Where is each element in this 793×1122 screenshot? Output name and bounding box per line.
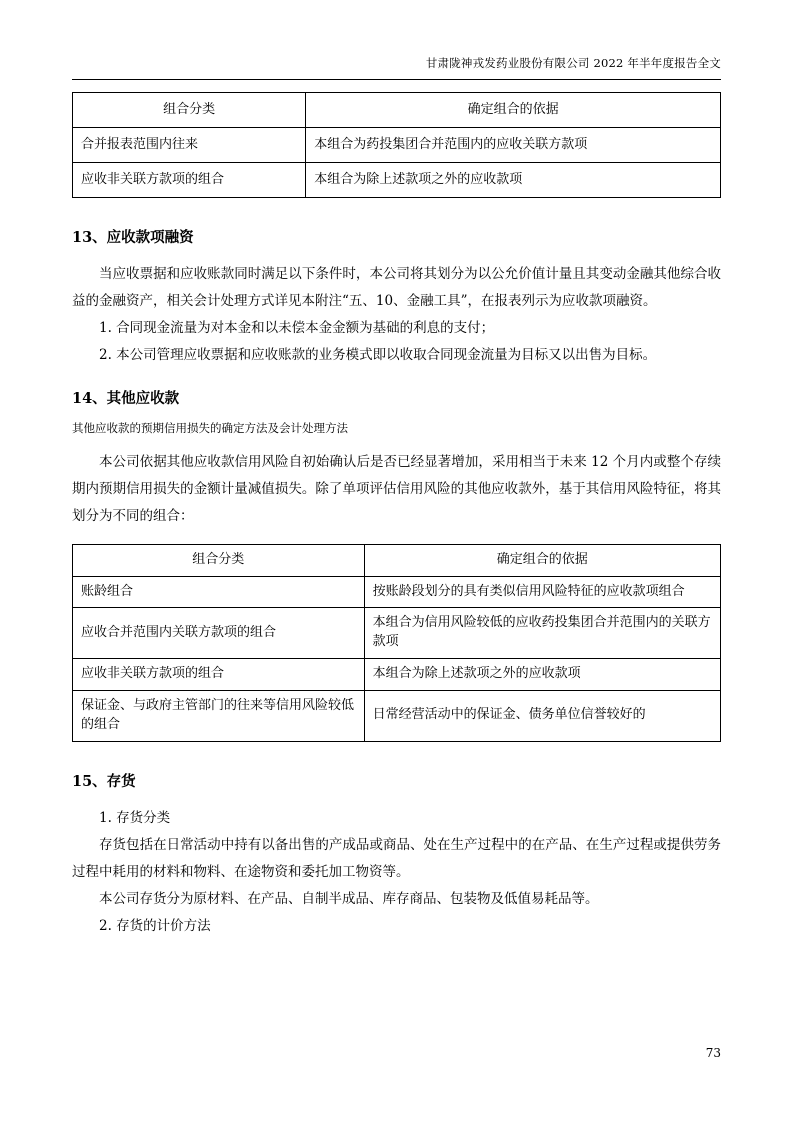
table-row <box>73 544 721 576</box>
table-cell: 按账龄段划分的具有类似信用风险特征的应收款项组合 <box>364 576 720 608</box>
table-cell: 账龄组合 <box>73 576 365 608</box>
table-row <box>73 163 721 198</box>
table-header-cell: 组合分类 <box>73 544 365 576</box>
section-15-subtitle-2: 2. 存货的计价方法 <box>99 917 211 934</box>
section-15-subtitle-1: 1. 存货分类 <box>99 809 171 826</box>
page-header: 甘肃陇神戎发药业股份有限公司 2022 年半年度报告全文 <box>425 56 721 70</box>
section-13-item-2: 2. 本公司管理应收票据和应收账款的业务模式即以收取合同现金流量为目标又以出售为目标。 <box>99 347 657 363</box>
section-title-13: 13、应收款项融资 <box>72 229 194 246</box>
section-15-paragraph-1: 存货包括在日常活动中持有以备出售的产成品或商品、处在生产过程中的在产品、在生产过程或提供劳务过程中耗用的材料和物料、在途物资和委托加工物资等。 <box>72 836 721 880</box>
table-cell: 合并报表范围内往来 <box>73 128 306 163</box>
section-title-14: 14、其他应收款 <box>72 390 180 407</box>
table-header-cell: 确定组合的依据 <box>364 544 720 576</box>
other-receivables-combination-table <box>72 544 721 742</box>
header-divider <box>72 79 721 80</box>
table-row <box>73 93 721 128</box>
table-cell: 保证金、与政府主管部门的往来等信用风险较低的组合 <box>73 690 365 741</box>
table-row <box>73 576 721 608</box>
table-row <box>73 659 721 691</box>
table-row <box>73 690 721 741</box>
table-cell: 应收合并范围内关联方款项的组合 <box>73 608 365 659</box>
section-title-15: 15、存货 <box>72 772 136 790</box>
section-13-paragraph-1: 当应收票据和应收账款同时满足以下条件时，本公司将其划分为以公允价值计量且其变动金融其他综合收益的金融资产，相关会计处理方式详见本附注“五、10、金融工具”，在报表列示为应收款项融资。 <box>72 266 721 309</box>
table-cell: 本组合为除上述款项之外的应收款项 <box>306 163 721 198</box>
table-header-cell: 组合分类 <box>73 93 306 128</box>
section-15-paragraph-2: 本公司存货分为原材料、在产品、自制半成品、库存商品、包装物及低值易耗品等。 <box>99 890 599 907</box>
page-content <box>72 92 721 940</box>
section-14-note: 其他应收款的预期信用损失的确定方法及会计处理方法 <box>72 421 348 435</box>
table-cell: 日常经营活动中的保证金、债务单位信誉较好的 <box>364 690 720 741</box>
section-14-paragraph-1: 本公司依据其他应收款信用风险自初始确认后是否已经显著增加，采用相当于未来 12 个月内或整个存续期内预期信用损失的金额计量减值损失。除了单项评估信用风险的其他应收款外，基于其信用风险特征，将其划分为不同的组合： <box>72 453 721 524</box>
table-header-cell: 确定组合的依据 <box>306 93 721 128</box>
table-row <box>73 608 721 659</box>
table-cell: 应收非关联方款项的组合 <box>73 659 365 691</box>
receivables-combination-table-top <box>72 92 721 198</box>
table-cell: 本组合为除上述款项之外的应收款项 <box>364 659 720 691</box>
section-13-item-1: 1. 合同现金流量为对本金和以未偿本金金额为基础的利息的支付； <box>99 320 495 336</box>
table-cell: 本组合为药投集团合并范围内的应收关联方款项 <box>306 128 721 163</box>
table-cell: 本组合为信用风险较低的应收药投集团合并范围内的关联方款项 <box>364 608 720 659</box>
table-cell: 应收非关联方款项的组合 <box>73 163 306 198</box>
table-row <box>73 128 721 163</box>
page-number: 73 <box>705 1046 721 1060</box>
